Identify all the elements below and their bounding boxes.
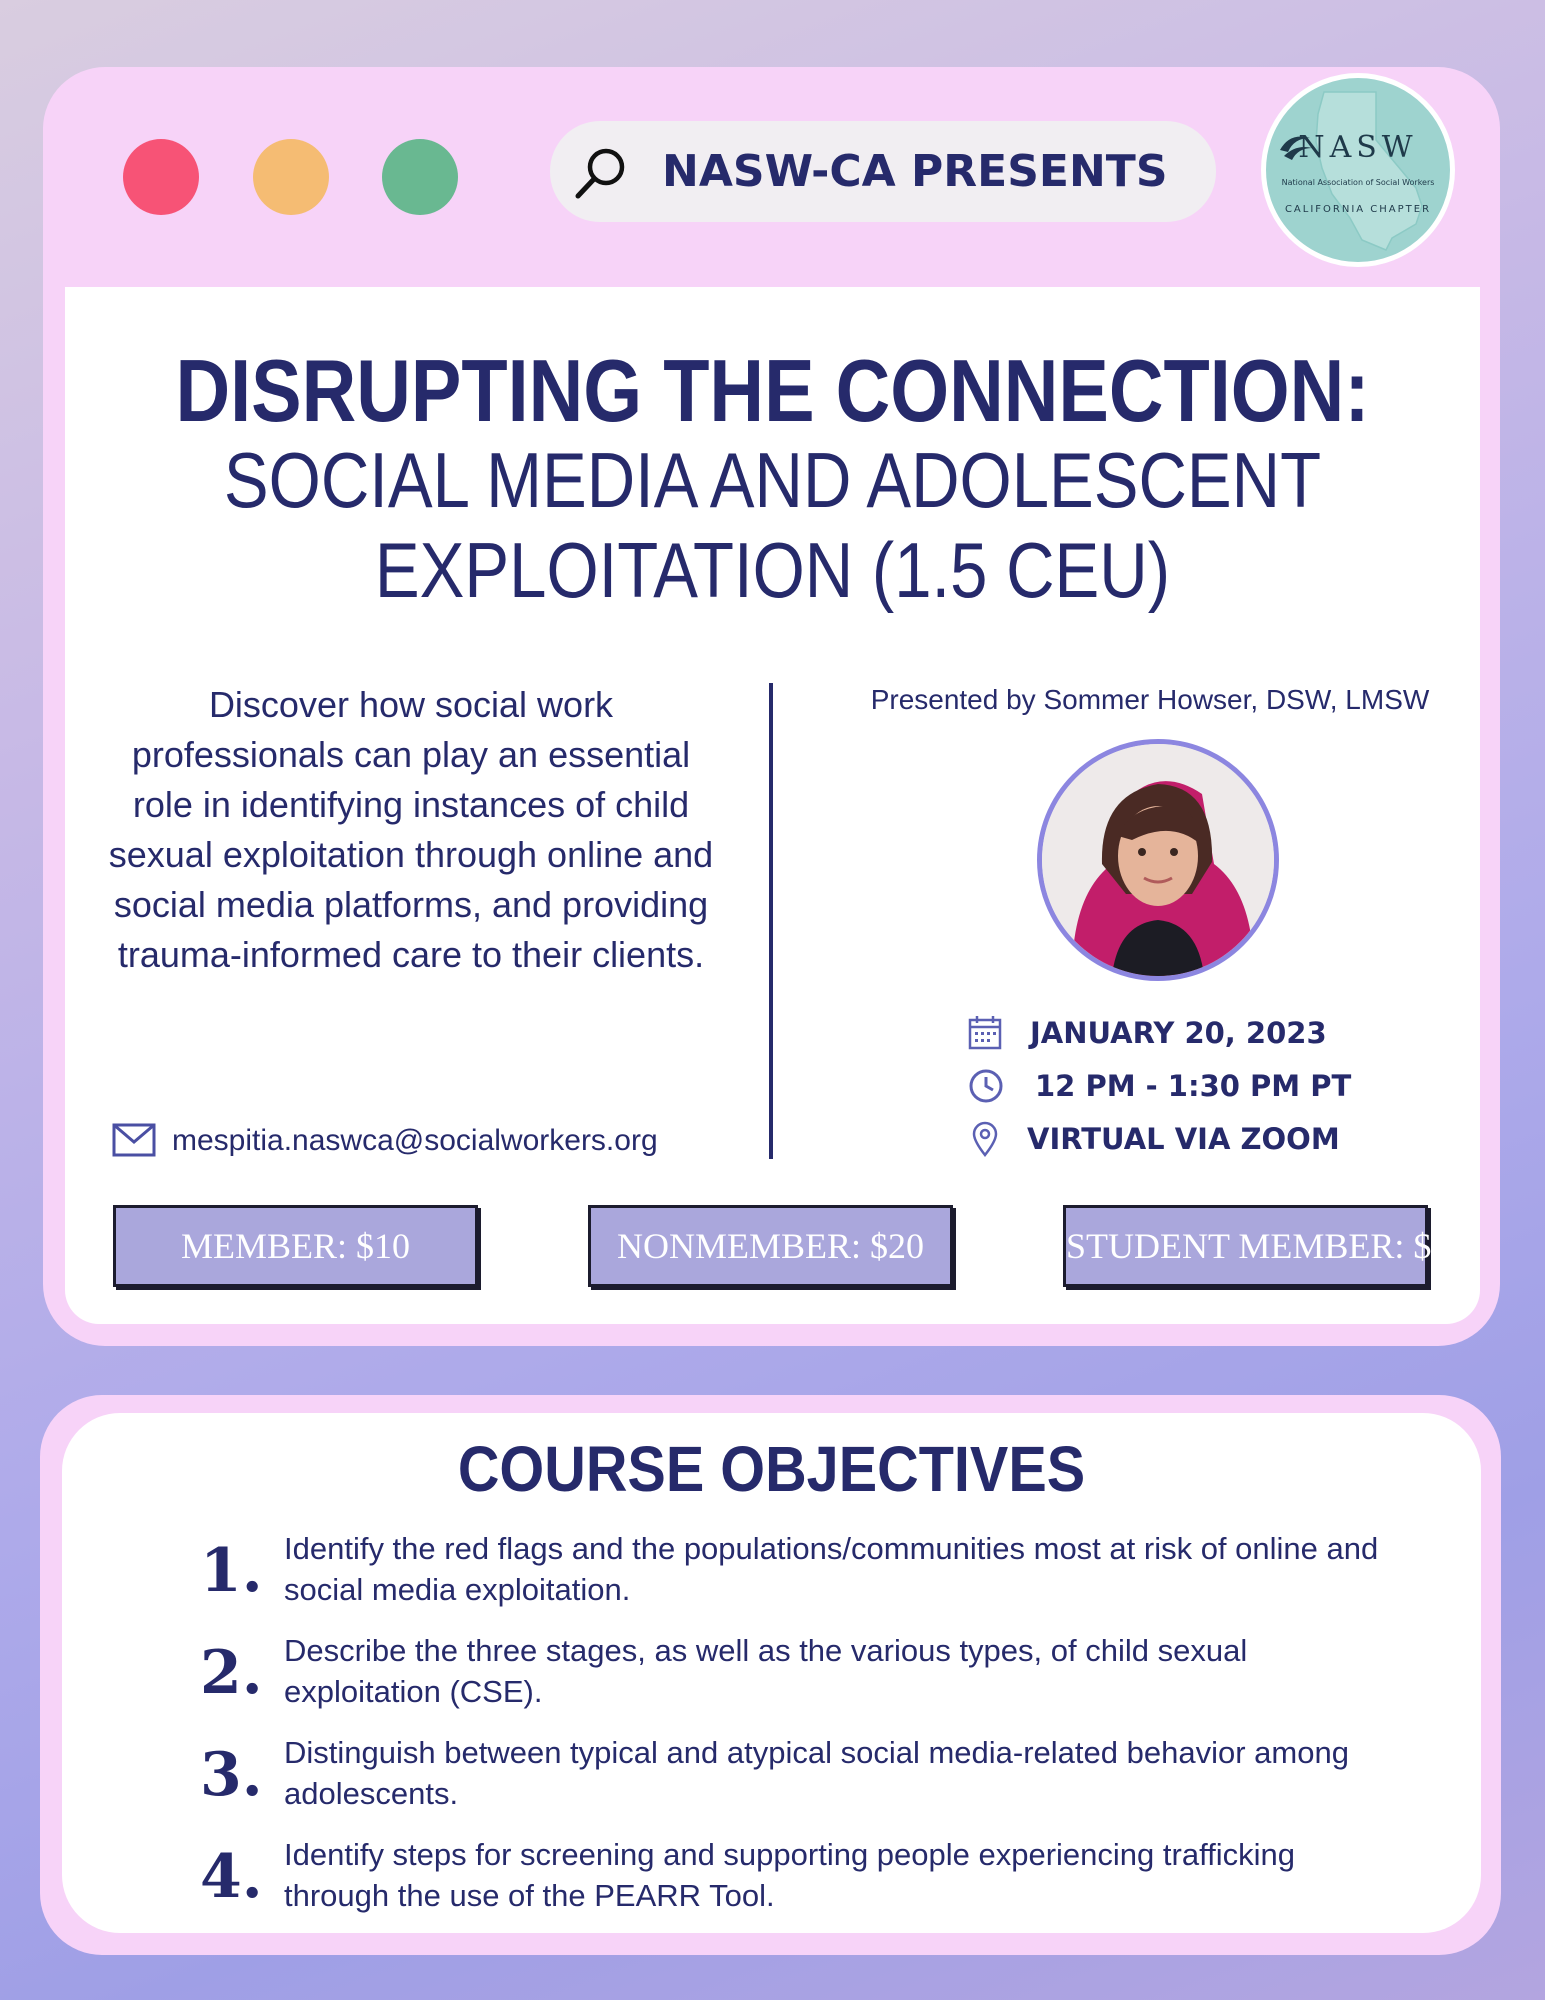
event-time: 12 PM - 1:30 PM PT (1035, 1069, 1352, 1103)
map-pin-icon (968, 1121, 1002, 1157)
mail-icon (112, 1122, 156, 1158)
logo-chapter: CALIFORNIA CHAPTER (1284, 204, 1432, 215)
minimize-dot-icon (253, 139, 329, 215)
search-icon (572, 143, 632, 203)
objective-number: 3. (200, 1740, 263, 1810)
logo-name: NASW (1298, 130, 1418, 165)
event-title-line2: SOCIAL MEDIA AND ADOLESCENT (223, 436, 1322, 524)
presenter-credit: Presented by Sommer Howser, DSW, LMSW (870, 684, 1430, 715)
objective-number: 2. (200, 1638, 263, 1708)
objectives-title: COURSE OBJECTIVES (457, 1433, 1086, 1505)
email-address[interactable]: mespitia.naswca@socialworkers.org (172, 1124, 658, 1157)
objective-number: 4. (200, 1842, 263, 1912)
objective-text: Distinguish between typical and atypical social media-related behavior among adolescents. (284, 1735, 1349, 1811)
price-member: MEMBER: $10 (113, 1205, 478, 1287)
price-student-member: STUDENT MEMBER: $5 (1063, 1205, 1428, 1287)
logo-subtitle: National Association of Social Workers (1281, 178, 1435, 187)
search-bar (550, 121, 1216, 222)
presenter-photo (1037, 739, 1279, 981)
event-title-line3: EXPLOITATION (1.5 CEU) (374, 526, 1171, 614)
presenter-portrait-icon (1042, 744, 1274, 976)
price-nonmember: NONMEMBER: $20 (588, 1205, 953, 1287)
objective-number: 1. (200, 1536, 263, 1606)
nasw-logo (1261, 73, 1455, 267)
maximize-dot-icon (382, 139, 458, 215)
objective-item (200, 1732, 1400, 1822)
objective-text: Identify the red flags and the populations/communities most at risk of online and social media exploitation. (284, 1531, 1379, 1607)
event-description: Discover how social work professionals can play an essential role in identifying instances of child sexual exploitation through online and social media platforms, and providing trauma-informed care to their clients. (108, 684, 714, 975)
search-text: NASW-CA PRESENTS (662, 146, 1168, 197)
event-location: VIRTUAL VIA ZOOM (1027, 1122, 1340, 1156)
event-date: JANUARY 20, 2023 (1030, 1016, 1327, 1050)
objective-text: Describe the three stages, as well as the various types, of child sexual exploitation (CSE). (284, 1633, 1248, 1709)
event-title-line1: DISRUPTING THE CONNECTION: (175, 341, 1370, 440)
objective-item (200, 1630, 1400, 1720)
california-map-icon (1266, 78, 1450, 262)
column-divider (769, 683, 773, 1159)
objective-item (200, 1528, 1400, 1618)
objective-item (200, 1834, 1400, 1924)
objective-text: Identify steps for screening and supporting people experiencing trafficking through the use of the PEARR Tool. (284, 1837, 1295, 1913)
calendar-icon (968, 1015, 1002, 1051)
close-dot-icon (123, 139, 199, 215)
clock-icon (968, 1068, 1004, 1104)
